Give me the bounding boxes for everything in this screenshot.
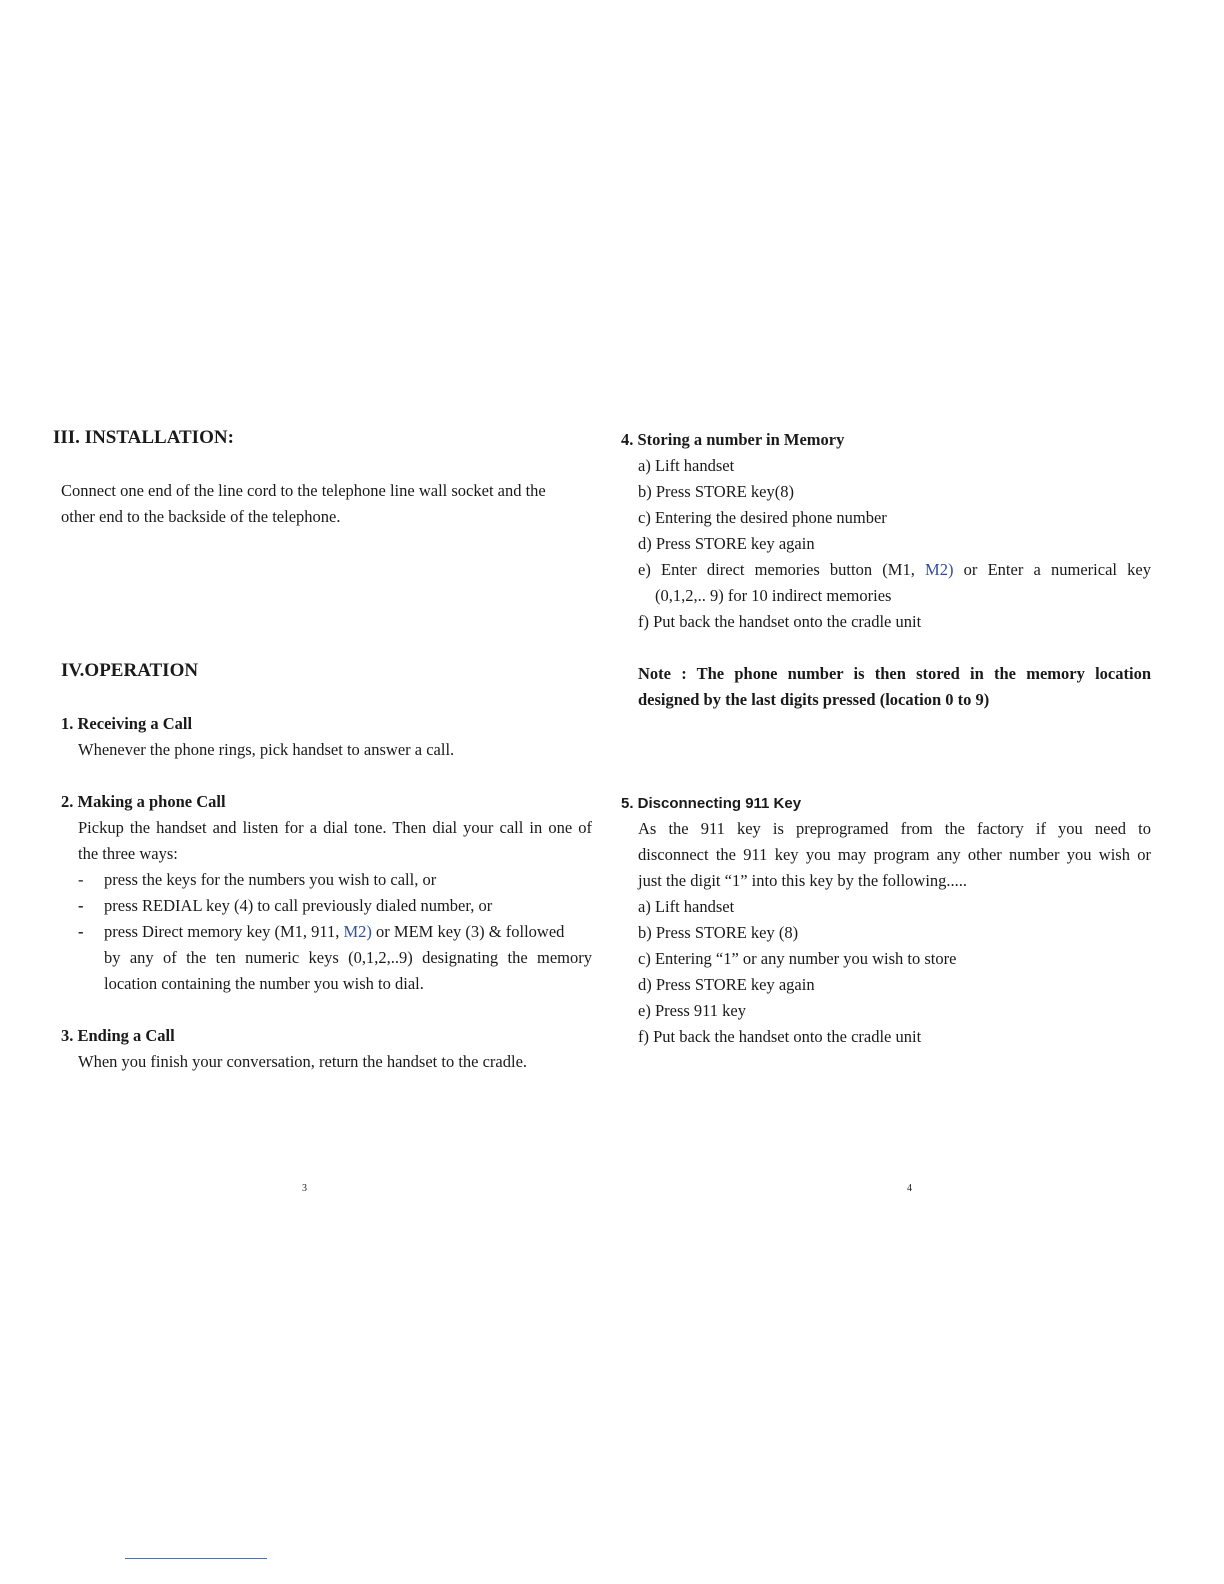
bullet-mark: - — [78, 870, 84, 889]
making-bullet3-line1 — [104, 922, 564, 942]
storing-step-e — [638, 560, 1151, 580]
disconnecting-text-line3: just the digit “1” into this key by the following..... — [638, 871, 968, 890]
storing-step-b: b) Press STORE key(8) — [638, 482, 794, 501]
disconnecting-heading: 5. Disconnecting 911 Key — [621, 795, 802, 812]
disconnecting-step-b: b) Press STORE key (8) — [638, 923, 799, 942]
step-e-text: or Enter a numerical key — [953, 560, 1151, 579]
installation-heading: III. INSTALLATION: — [53, 427, 234, 448]
storing-step-d: d) Press STORE key again — [638, 534, 815, 553]
storing-step-a: a) Lift handset — [638, 456, 735, 475]
receiving-text: Whenever the phone rings, pick handset to answer a call. — [78, 740, 455, 759]
making-text-line2: the three ways: — [78, 844, 178, 863]
disconnecting-step-a: a) Lift handset — [638, 897, 735, 916]
bullet-mark: - — [78, 896, 84, 915]
disconnecting-step-f: f) Put back the handset onto the cradle unit — [638, 1027, 922, 1046]
storing-step-f: f) Put back the handset onto the cradle unit — [638, 612, 922, 631]
making-text-line1: Pickup the handset and listen for a dial tone. Then dial your call in one of — [78, 818, 592, 837]
operation-heading: IV.OPERATION — [61, 660, 199, 681]
storing-heading: 4. Storing a number in Memory — [621, 430, 845, 449]
disconnecting-step-c: c) Entering “1” or any number you wish to store — [638, 949, 957, 968]
disconnecting-text-line1: As the 911 key is preprogramed from the factory if you need to — [638, 819, 1151, 838]
note-line1: Note : The phone number is then stored in the memory location — [638, 664, 1151, 683]
page-number-right: 4 — [907, 1183, 912, 1194]
bullet3-text: or MEM key (3) & followed — [371, 922, 565, 941]
making-bullet3-line3: location containing the number you wish to dial. — [104, 974, 424, 993]
m2-key-label: M2) — [343, 922, 372, 941]
disconnecting-step-e: e) Press 911 key — [638, 1001, 746, 1020]
page-number-left: 3 — [302, 1183, 307, 1194]
disconnecting-step-d: d) Press STORE key again — [638, 975, 815, 994]
disconnecting-text-line2: disconnect the 911 key you may program any other number you wish or — [638, 845, 1151, 864]
bullet-mark: - — [78, 922, 84, 941]
m2-key-label: M2) — [925, 560, 954, 579]
step-e-text: e) Enter direct memories button (M1, — [638, 560, 926, 579]
storing-step-c: c) Entering the desired phone number — [638, 508, 887, 527]
making-bullet3-line2: by any of the ten numeric keys (0,1,2,..9) designating the memory — [104, 948, 592, 967]
making-bullet1: press the keys for the numbers you wish to call, or — [104, 870, 437, 889]
making-bullet2: press REDIAL key (4) to call previously dialed number, or — [104, 896, 493, 915]
note-line2: designed by the last digits pressed (location 0 to 9) — [638, 690, 990, 709]
bullet3-text: press Direct memory key (M1, 911, — [104, 922, 344, 941]
receiving-heading: 1. Receiving a Call — [61, 714, 193, 733]
installation-text-line2: other end to the backside of the telephone. — [61, 507, 341, 526]
ending-heading: 3. Ending a Call — [61, 1026, 175, 1045]
ending-text: When you finish your conversation, return the handset to the cradle. — [78, 1052, 528, 1071]
storing-step-e-line2: (0,1,2,.. 9) for 10 indirect memories — [655, 586, 892, 605]
installation-text-line1: Connect one end of the line cord to the telephone line wall socket and the — [61, 481, 546, 500]
making-heading: 2. Making a phone Call — [61, 792, 226, 811]
footnote-rule — [125, 1558, 267, 1559]
